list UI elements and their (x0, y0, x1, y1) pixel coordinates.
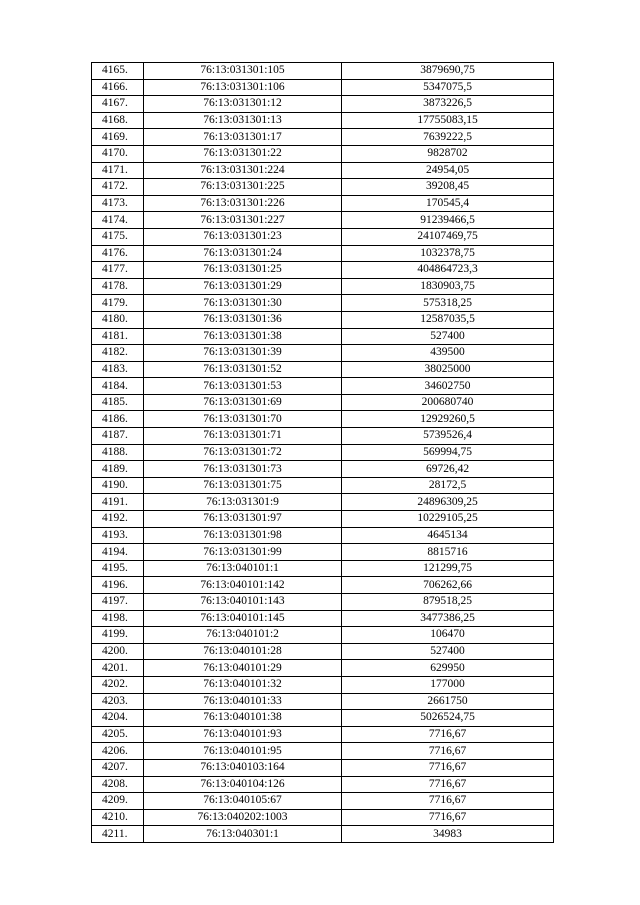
row-number-cell: 4183. (92, 361, 144, 378)
cadastral-number-cell: 76:13:031301:12 (144, 96, 342, 113)
row-number-cell: 4170. (92, 145, 144, 162)
table-row (92, 610, 554, 627)
row-number-cell: 4190. (92, 477, 144, 494)
cadastral-number-cell: 76:13:031301:9 (144, 494, 342, 511)
cadastral-number-cell: 76:13:031301:25 (144, 262, 342, 279)
row-number-cell: 4166. (92, 79, 144, 96)
value-cell: 106470 (342, 627, 554, 644)
cadastral-number-cell: 76:13:031301:75 (144, 477, 342, 494)
cadastral-number-cell: 76:13:031301:226 (144, 195, 342, 212)
table-row (92, 793, 554, 810)
table-row (92, 776, 554, 793)
row-number-cell: 4204. (92, 710, 144, 727)
row-number-cell: 4171. (92, 162, 144, 179)
row-number-cell: 4176. (92, 245, 144, 262)
row-number-cell: 4210. (92, 809, 144, 826)
table-row (92, 112, 554, 129)
table-row (92, 328, 554, 345)
cadastral-number-cell: 76:13:031301:29 (144, 278, 342, 295)
table-row (92, 212, 554, 229)
table-row (92, 710, 554, 727)
row-number-cell: 4174. (92, 212, 144, 229)
row-number-cell: 4192. (92, 511, 144, 528)
value-cell: 5026524,75 (342, 710, 554, 727)
cadastral-number-cell: 76:13:031301:106 (144, 79, 342, 96)
row-number-cell: 4181. (92, 328, 144, 345)
cadastral-number-cell: 76:13:031301:97 (144, 511, 342, 528)
row-number-cell: 4177. (92, 262, 144, 279)
row-number-cell: 4169. (92, 129, 144, 146)
row-number-cell: 4206. (92, 743, 144, 760)
table-row (92, 494, 554, 511)
table-row (92, 145, 554, 162)
row-number-cell: 4193. (92, 527, 144, 544)
table-row (92, 295, 554, 312)
cadastral-number-cell: 76:13:040101:95 (144, 743, 342, 760)
table-row (92, 361, 554, 378)
table-row (92, 129, 554, 146)
table-row (92, 428, 554, 445)
table-row (92, 179, 554, 196)
cadastral-number-cell: 76:13:031301:17 (144, 129, 342, 146)
value-cell: 9828702 (342, 145, 554, 162)
value-cell: 3879690,75 (342, 63, 554, 80)
cadastral-number-cell: 76:13:040101:93 (144, 726, 342, 743)
cadastral-number-cell: 76:13:031301:30 (144, 295, 342, 312)
row-number-cell: 4173. (92, 195, 144, 212)
table-row (92, 643, 554, 660)
cadastral-number-cell: 76:13:031301:39 (144, 345, 342, 362)
table-row (92, 394, 554, 411)
row-number-cell: 4186. (92, 411, 144, 428)
value-cell: 5347075,5 (342, 79, 554, 96)
row-number-cell: 4203. (92, 693, 144, 710)
value-cell: 7716,67 (342, 726, 554, 743)
cadastral-number-cell: 76:13:040101:2 (144, 627, 342, 644)
value-cell: 38025000 (342, 361, 554, 378)
value-cell: 1830903,75 (342, 278, 554, 295)
cadastral-number-cell: 76:13:040101:29 (144, 660, 342, 677)
value-cell: 17755083,15 (342, 112, 554, 129)
cadastral-value-table (91, 62, 554, 843)
row-number-cell: 4198. (92, 610, 144, 627)
table-row (92, 560, 554, 577)
value-cell: 7716,67 (342, 793, 554, 810)
cadastral-number-cell: 76:13:031301:105 (144, 63, 342, 80)
row-number-cell: 4189. (92, 461, 144, 478)
table-row (92, 594, 554, 611)
value-cell: 24954,05 (342, 162, 554, 179)
value-cell: 69726,42 (342, 461, 554, 478)
value-cell: 7716,67 (342, 759, 554, 776)
row-number-cell: 4191. (92, 494, 144, 511)
table-row (92, 228, 554, 245)
value-cell: 7639222,5 (342, 129, 554, 146)
cadastral-number-cell: 76:13:031301:98 (144, 527, 342, 544)
cadastral-number-cell: 76:13:040103:164 (144, 759, 342, 776)
table-row (92, 162, 554, 179)
table-row (92, 96, 554, 113)
cadastral-number-cell: 76:13:040101:38 (144, 710, 342, 727)
cadastral-number-cell: 76:13:040105:67 (144, 793, 342, 810)
row-number-cell: 4205. (92, 726, 144, 743)
value-cell: 527400 (342, 643, 554, 660)
table-row (92, 660, 554, 677)
value-cell: 2661750 (342, 693, 554, 710)
value-cell: 170545,4 (342, 195, 554, 212)
cadastral-number-cell: 76:13:031301:13 (144, 112, 342, 129)
value-cell: 1032378,75 (342, 245, 554, 262)
value-cell: 5739526,4 (342, 428, 554, 445)
table-row (92, 411, 554, 428)
cadastral-number-cell: 76:13:031301:69 (144, 394, 342, 411)
value-cell: 24896309,25 (342, 494, 554, 511)
table-row (92, 63, 554, 80)
row-number-cell: 4178. (92, 278, 144, 295)
cadastral-number-cell: 76:13:031301:23 (144, 228, 342, 245)
cadastral-number-cell: 76:13:031301:72 (144, 444, 342, 461)
value-cell: 12587035,5 (342, 311, 554, 328)
table-row (92, 544, 554, 561)
table-row (92, 345, 554, 362)
row-number-cell: 4200. (92, 643, 144, 660)
cadastral-number-cell: 76:13:040202:1003 (144, 809, 342, 826)
cadastral-number-cell: 76:13:040101:1 (144, 560, 342, 577)
table-row (92, 278, 554, 295)
cadastral-number-cell: 76:13:031301:225 (144, 179, 342, 196)
row-number-cell: 4209. (92, 793, 144, 810)
value-cell: 177000 (342, 676, 554, 693)
value-cell: 7716,67 (342, 743, 554, 760)
cadastral-number-cell: 76:13:040301:1 (144, 826, 342, 843)
row-number-cell: 4182. (92, 345, 144, 362)
table-row (92, 311, 554, 328)
value-cell: 34602750 (342, 378, 554, 395)
row-number-cell: 4196. (92, 577, 144, 594)
value-cell: 34983 (342, 826, 554, 843)
cadastral-number-cell: 76:13:031301:36 (144, 311, 342, 328)
table-row (92, 511, 554, 528)
value-cell: 7716,67 (342, 809, 554, 826)
value-cell: 3873226,5 (342, 96, 554, 113)
table-row (92, 444, 554, 461)
cadastral-number-cell: 76:13:031301:22 (144, 145, 342, 162)
cadastral-number-cell: 76:13:040101:28 (144, 643, 342, 660)
row-number-cell: 4195. (92, 560, 144, 577)
value-cell: 91239466,5 (342, 212, 554, 229)
table-row (92, 826, 554, 843)
cadastral-number-cell: 76:13:031301:99 (144, 544, 342, 561)
value-cell: 575318,25 (342, 295, 554, 312)
row-number-cell: 4187. (92, 428, 144, 445)
table-row (92, 809, 554, 826)
table-row (92, 743, 554, 760)
value-cell: 4645134 (342, 527, 554, 544)
cadastral-number-cell: 76:13:040104:126 (144, 776, 342, 793)
row-number-cell: 4184. (92, 378, 144, 395)
value-cell: 24107469,75 (342, 228, 554, 245)
value-cell: 527400 (342, 328, 554, 345)
table-row (92, 79, 554, 96)
row-number-cell: 4175. (92, 228, 144, 245)
row-number-cell: 4168. (92, 112, 144, 129)
table-row (92, 759, 554, 776)
cadastral-number-cell: 76:13:040101:145 (144, 610, 342, 627)
row-number-cell: 4201. (92, 660, 144, 677)
table-row (92, 726, 554, 743)
cadastral-number-cell: 76:13:031301:53 (144, 378, 342, 395)
value-cell: 10229105,25 (342, 511, 554, 528)
table-row (92, 693, 554, 710)
cadastral-number-cell: 76:13:031301:70 (144, 411, 342, 428)
row-number-cell: 4211. (92, 826, 144, 843)
value-cell: 404864723,3 (342, 262, 554, 279)
row-number-cell: 4188. (92, 444, 144, 461)
value-cell: 12929260,5 (342, 411, 554, 428)
table-row (92, 461, 554, 478)
table-row (92, 262, 554, 279)
value-cell: 28172,5 (342, 477, 554, 494)
cadastral-number-cell: 76:13:040101:142 (144, 577, 342, 594)
table-row (92, 527, 554, 544)
cadastral-number-cell: 76:13:031301:227 (144, 212, 342, 229)
value-cell: 3477386,25 (342, 610, 554, 627)
row-number-cell: 4208. (92, 776, 144, 793)
cadastral-number-cell: 76:13:031301:71 (144, 428, 342, 445)
row-number-cell: 4165. (92, 63, 144, 80)
cadastral-number-cell: 76:13:031301:73 (144, 461, 342, 478)
cadastral-number-cell: 76:13:031301:24 (144, 245, 342, 262)
table-row (92, 577, 554, 594)
table-row (92, 676, 554, 693)
row-number-cell: 4202. (92, 676, 144, 693)
value-cell: 7716,67 (342, 776, 554, 793)
value-cell: 439500 (342, 345, 554, 362)
cadastral-number-cell: 76:13:040101:32 (144, 676, 342, 693)
table-row (92, 245, 554, 262)
row-number-cell: 4199. (92, 627, 144, 644)
value-cell: 200680740 (342, 394, 554, 411)
value-cell: 569994,75 (342, 444, 554, 461)
row-number-cell: 4197. (92, 594, 144, 611)
value-cell: 8815716 (342, 544, 554, 561)
row-number-cell: 4185. (92, 394, 144, 411)
row-number-cell: 4167. (92, 96, 144, 113)
row-number-cell: 4179. (92, 295, 144, 312)
cadastral-number-cell: 76:13:031301:38 (144, 328, 342, 345)
table-row (92, 477, 554, 494)
table-body (92, 63, 554, 843)
value-cell: 879518,25 (342, 594, 554, 611)
table-row (92, 627, 554, 644)
cadastral-number-cell: 76:13:031301:224 (144, 162, 342, 179)
row-number-cell: 4180. (92, 311, 144, 328)
value-cell: 39208,45 (342, 179, 554, 196)
table-row (92, 195, 554, 212)
value-cell: 706262,66 (342, 577, 554, 594)
row-number-cell: 4207. (92, 759, 144, 776)
value-cell: 121299,75 (342, 560, 554, 577)
row-number-cell: 4194. (92, 544, 144, 561)
cadastral-number-cell: 76:13:040101:143 (144, 594, 342, 611)
value-cell: 629950 (342, 660, 554, 677)
row-number-cell: 4172. (92, 179, 144, 196)
cadastral-number-cell: 76:13:040101:33 (144, 693, 342, 710)
cadastral-number-cell: 76:13:031301:52 (144, 361, 342, 378)
table-row (92, 378, 554, 395)
